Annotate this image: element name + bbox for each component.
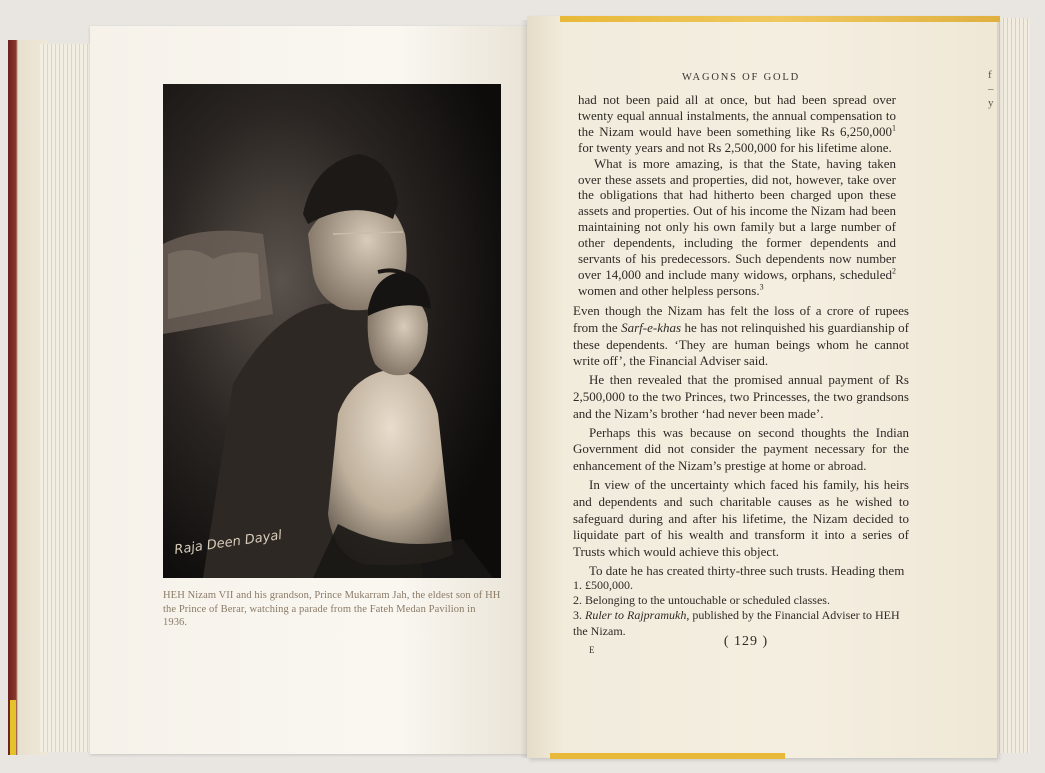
- footnote-1: 1. £500,000.: [573, 578, 633, 592]
- footnote-ref: 1: [892, 123, 896, 133]
- footnote-ref: 2: [892, 266, 896, 276]
- signature-mark: E: [589, 645, 595, 655]
- footnotes: [573, 578, 909, 639]
- footnote-ref: 3: [759, 282, 764, 292]
- photographer-signature: Raja Deen Dayal: [173, 528, 283, 558]
- footnote-2: 2. Belonging to the untouchable or scheduled classes.: [573, 593, 830, 608]
- body-paragraph: To date he has created thirty-three such trusts. Heading them: [589, 562, 905, 578]
- body-text: [573, 303, 909, 582]
- quote-paragraph: had not been paid all at once, but had been spread over twenty equal annual instalments, the annual compensation to the Nizam would have been something like Rs 6,250,000$^1$ for twenty years and not Rs 2,500,000 for his lifetime alone.: [578, 92, 896, 155]
- gilded-bottom-edge: [550, 753, 785, 759]
- portrait-photograph: [163, 84, 501, 578]
- book-spine-edge: [10, 700, 16, 755]
- footnote-3: 3. Ruler to Rajpramukh, published by the Financial Adviser to HEH the Nizam.: [573, 608, 900, 638]
- quote-paragraph: What is more amazing, is that the State, having taken over these assets and properties, did not, however, take over the obligations that had hitherto been charged upon these assets and properties. Out of his income the Nizam had been maintaining not only his own family but a large number of other dependents, including the former dependents and servants of his predecessors. Such dependents now number over 14,000 and include many widows, orphans, scheduled$^2$ women and other helpless persons.$^3$: [578, 155, 896, 298]
- photo-illustration: [163, 84, 501, 578]
- gilded-top-edge: [560, 16, 1000, 22]
- next-page-marks: f – y: [988, 69, 994, 109]
- running-head: WAGONS OF GOLD: [682, 72, 800, 83]
- indented-quote: [578, 92, 896, 299]
- body-paragraph: In view of the uncertainty which faced his family, his heirs and dependents and such charitable causes as he wished to safeguard during and after his lifetime, the Nizam decided to liquidate part of his wealth and transform it into a series of Trusts which would achieve this object.: [573, 476, 909, 560]
- body-paragraph: Even though the Nizam has felt the loss of a crore of rupees from the Sarf-e-khas he has not relinquished his guardianship of these dependents. ‘They are human beings whom he cannot write off’, the Financial Adviser said.: [573, 303, 909, 369]
- body-paragraph: He then revealed that the promised annual payment of Rs 2,500,000 to the two Princes, two Princesses, the two grandsons and the Nizam’s brother ‘had never been made’.: [573, 372, 909, 421]
- page-number: ( 129 ): [723, 634, 769, 649]
- body-paragraph: Perhaps this was because on second thoughts the Indian Government did not consider the payment necessary for the enhancement of the Nizam’s prestige at home or abroad.: [573, 424, 909, 474]
- photo-caption: HEH Nizam VII and his grandson, Prince Mukarram Jah, the eldest son of HH the Prince of Berar, watching a parade from the Fateh Medan Pavilion in 1936.: [163, 590, 501, 628]
